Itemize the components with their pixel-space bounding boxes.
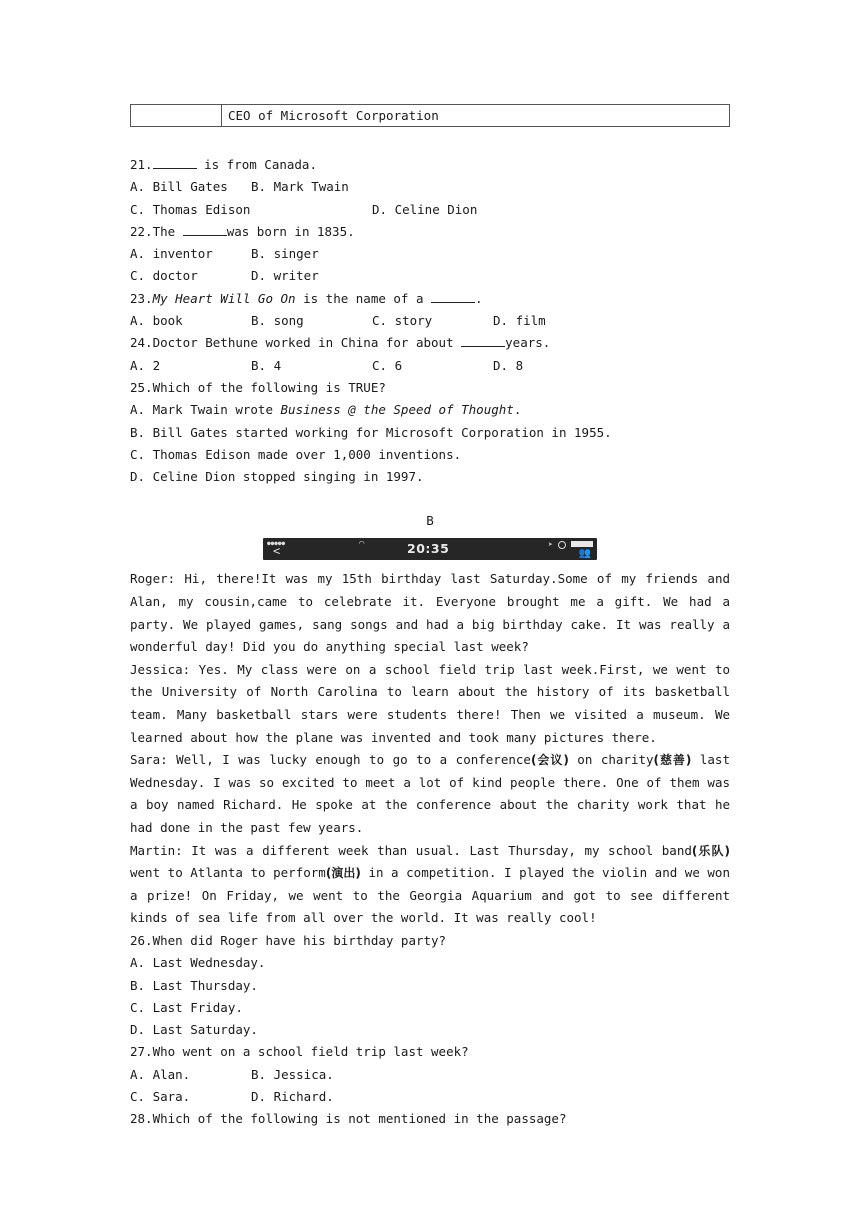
question-text: 24.Doctor Bethune worked in China for about	[130, 335, 462, 351]
passage-jessica: Jessica: Yes. My class were on a school field trip last week.First, we went to the University of North Carolina to learn about the history of its basketball team. Many basketball stars were students there! Then we visited a museum. We learned about how the plane was invented and took many pictures there.	[130, 661, 730, 745]
answer-blank	[431, 290, 475, 303]
option-d: D. writer	[251, 268, 319, 284]
song-title: My Heart Will Go On	[152, 290, 296, 306]
info-table-row	[130, 104, 730, 127]
question-24-stem	[130, 332, 730, 354]
question-25-option-c: C. Thomas Edison made over 1,000 inventions.	[130, 446, 462, 462]
table-cell-empty	[131, 105, 222, 126]
worksheet-page	[130, 104, 730, 1131]
battery-icon	[571, 541, 593, 547]
table-cell-description: CEO of Microsoft Corporation	[228, 108, 439, 123]
option-c: C. doctor	[130, 268, 198, 284]
question-28-stem: 28.Which of the following is not mentioned in the passage?	[130, 1111, 567, 1127]
passage-text: Sara: Well, I was lucky enough to go to a conference	[130, 752, 531, 768]
location-arrow-icon: ➤	[548, 540, 553, 550]
passage-text: on charity	[568, 752, 654, 768]
option-d: D. Richard.	[251, 1089, 334, 1105]
question-text-end: was born in 1835.	[226, 223, 355, 239]
chinese-gloss: (演出)	[325, 866, 361, 881]
passage-martin	[130, 840, 730, 930]
back-arrow-icon: <	[273, 544, 281, 559]
question-text: 22.The	[130, 223, 183, 239]
passage-text: went to Atlanta to perform	[130, 865, 326, 881]
question-21-stem	[130, 154, 730, 176]
option-a-end: .	[513, 402, 522, 418]
option-d: D. Celine Dion	[372, 201, 478, 217]
status-time: 20:35	[407, 541, 450, 557]
signal-dots-icon: ●●●●●	[267, 540, 286, 548]
answer-blank	[183, 223, 227, 236]
option-c: C. Thomas Edison	[130, 201, 251, 217]
passage-text: in a competition. I played the violin and we won a prize! On Friday, we went to the Georgia Aquarium and got to see different kinds of sea life from all over the world. It was really cool!	[130, 865, 730, 926]
option-b: B. Jessica.	[251, 1066, 334, 1082]
option-d: D. film	[493, 313, 546, 329]
answer-blank	[153, 156, 197, 169]
option-c: C. 6	[372, 357, 403, 373]
question-25-option-a	[130, 399, 730, 421]
question-text-end: years.	[505, 335, 551, 351]
alarm-icon	[558, 541, 566, 549]
option-d: D. 8	[493, 357, 524, 373]
option-c: C. story	[372, 313, 433, 329]
option-b: B. 4	[251, 357, 282, 373]
option-c: C. Sara.	[130, 1089, 191, 1105]
contacts-icon: 👥	[578, 548, 591, 560]
question-22-options-row2	[130, 265, 730, 287]
question-27-options-row2	[130, 1086, 730, 1108]
question-number: 21.	[130, 157, 153, 172]
option-a: A. Alan.	[130, 1066, 191, 1082]
questions-21-25	[130, 154, 730, 488]
question-24-options	[130, 355, 730, 377]
question-23-options	[130, 310, 730, 332]
option-a: A. book	[130, 313, 183, 329]
passage-sara	[130, 749, 730, 839]
question-26-option-b: B. Last Thursday.	[130, 977, 258, 993]
question-26-option-a: A. Last Wednesday.	[130, 955, 266, 971]
option-a: A. 2	[130, 357, 161, 373]
chinese-gloss: (慈善)	[653, 753, 692, 768]
question-27-options-row1	[130, 1064, 730, 1086]
phone-status-bar-image	[263, 538, 597, 560]
chinese-gloss: (乐队)	[691, 843, 730, 858]
option-b: B. song	[251, 313, 304, 329]
question-text-end: .	[475, 290, 483, 306]
question-25-option-b: B. Bill Gates started working for Microsoft Corporation in 1955.	[130, 424, 612, 440]
option-b: B. Mark Twain	[251, 179, 349, 195]
question-26-option-c: C. Last Friday.	[130, 999, 243, 1015]
passage-roger: Roger: Hi, there!It was my 15th birthday last Saturday.Some of my friends and Alan, my cousin,came to celebrate it. Everyone brought me a gift. We had a party. We played games, sang songs and had a big birthday cake. It was really a wonderful day! Did you do anything special last week?	[130, 571, 730, 655]
question-27-stem: 27.Who went on a school field trip last week?	[130, 1044, 469, 1060]
question-23-stem	[130, 288, 730, 310]
passage-text: Martin: It was a different week than usual. Last Thursday, my school band	[130, 842, 692, 858]
passage-text: last Wednesday. I was so excited to meet a lot of kind people there. One of them was a boy named Richard. He spoke at the conference about the charity work that he had done in the past few years.	[130, 752, 730, 835]
option-a: A. Bill Gates	[130, 179, 228, 195]
questions-26-28	[130, 930, 730, 1131]
answer-blank	[461, 334, 505, 347]
question-text: is from Canada.	[196, 157, 317, 172]
question-26-option-d: D. Last Saturday.	[130, 1022, 258, 1038]
option-a: A. inventor	[130, 246, 213, 262]
question-25-stem: 25.Which of the following is TRUE?	[130, 379, 386, 395]
question-22-options-row1	[130, 243, 730, 265]
reading-passage	[130, 568, 730, 930]
question-21-options-row1	[130, 176, 730, 198]
question-number: 23.	[130, 290, 153, 306]
option-a: A. Mark Twain wrote	[130, 402, 281, 418]
question-25-option-d: D. Celine Dion stopped singing in 1997.	[130, 469, 424, 485]
question-21-options-row2	[130, 199, 730, 221]
section-heading: B	[426, 513, 434, 529]
option-b: B. singer	[251, 246, 319, 262]
question-26-stem: 26.When did Roger have his birthday party?	[130, 932, 447, 948]
question-22-stem	[130, 221, 730, 243]
question-text: is the name of a	[295, 290, 432, 306]
wifi-icon: ◠	[359, 539, 365, 550]
chinese-gloss: (会议)	[530, 753, 569, 768]
book-title: Business @ the Speed of Thought	[280, 402, 514, 418]
